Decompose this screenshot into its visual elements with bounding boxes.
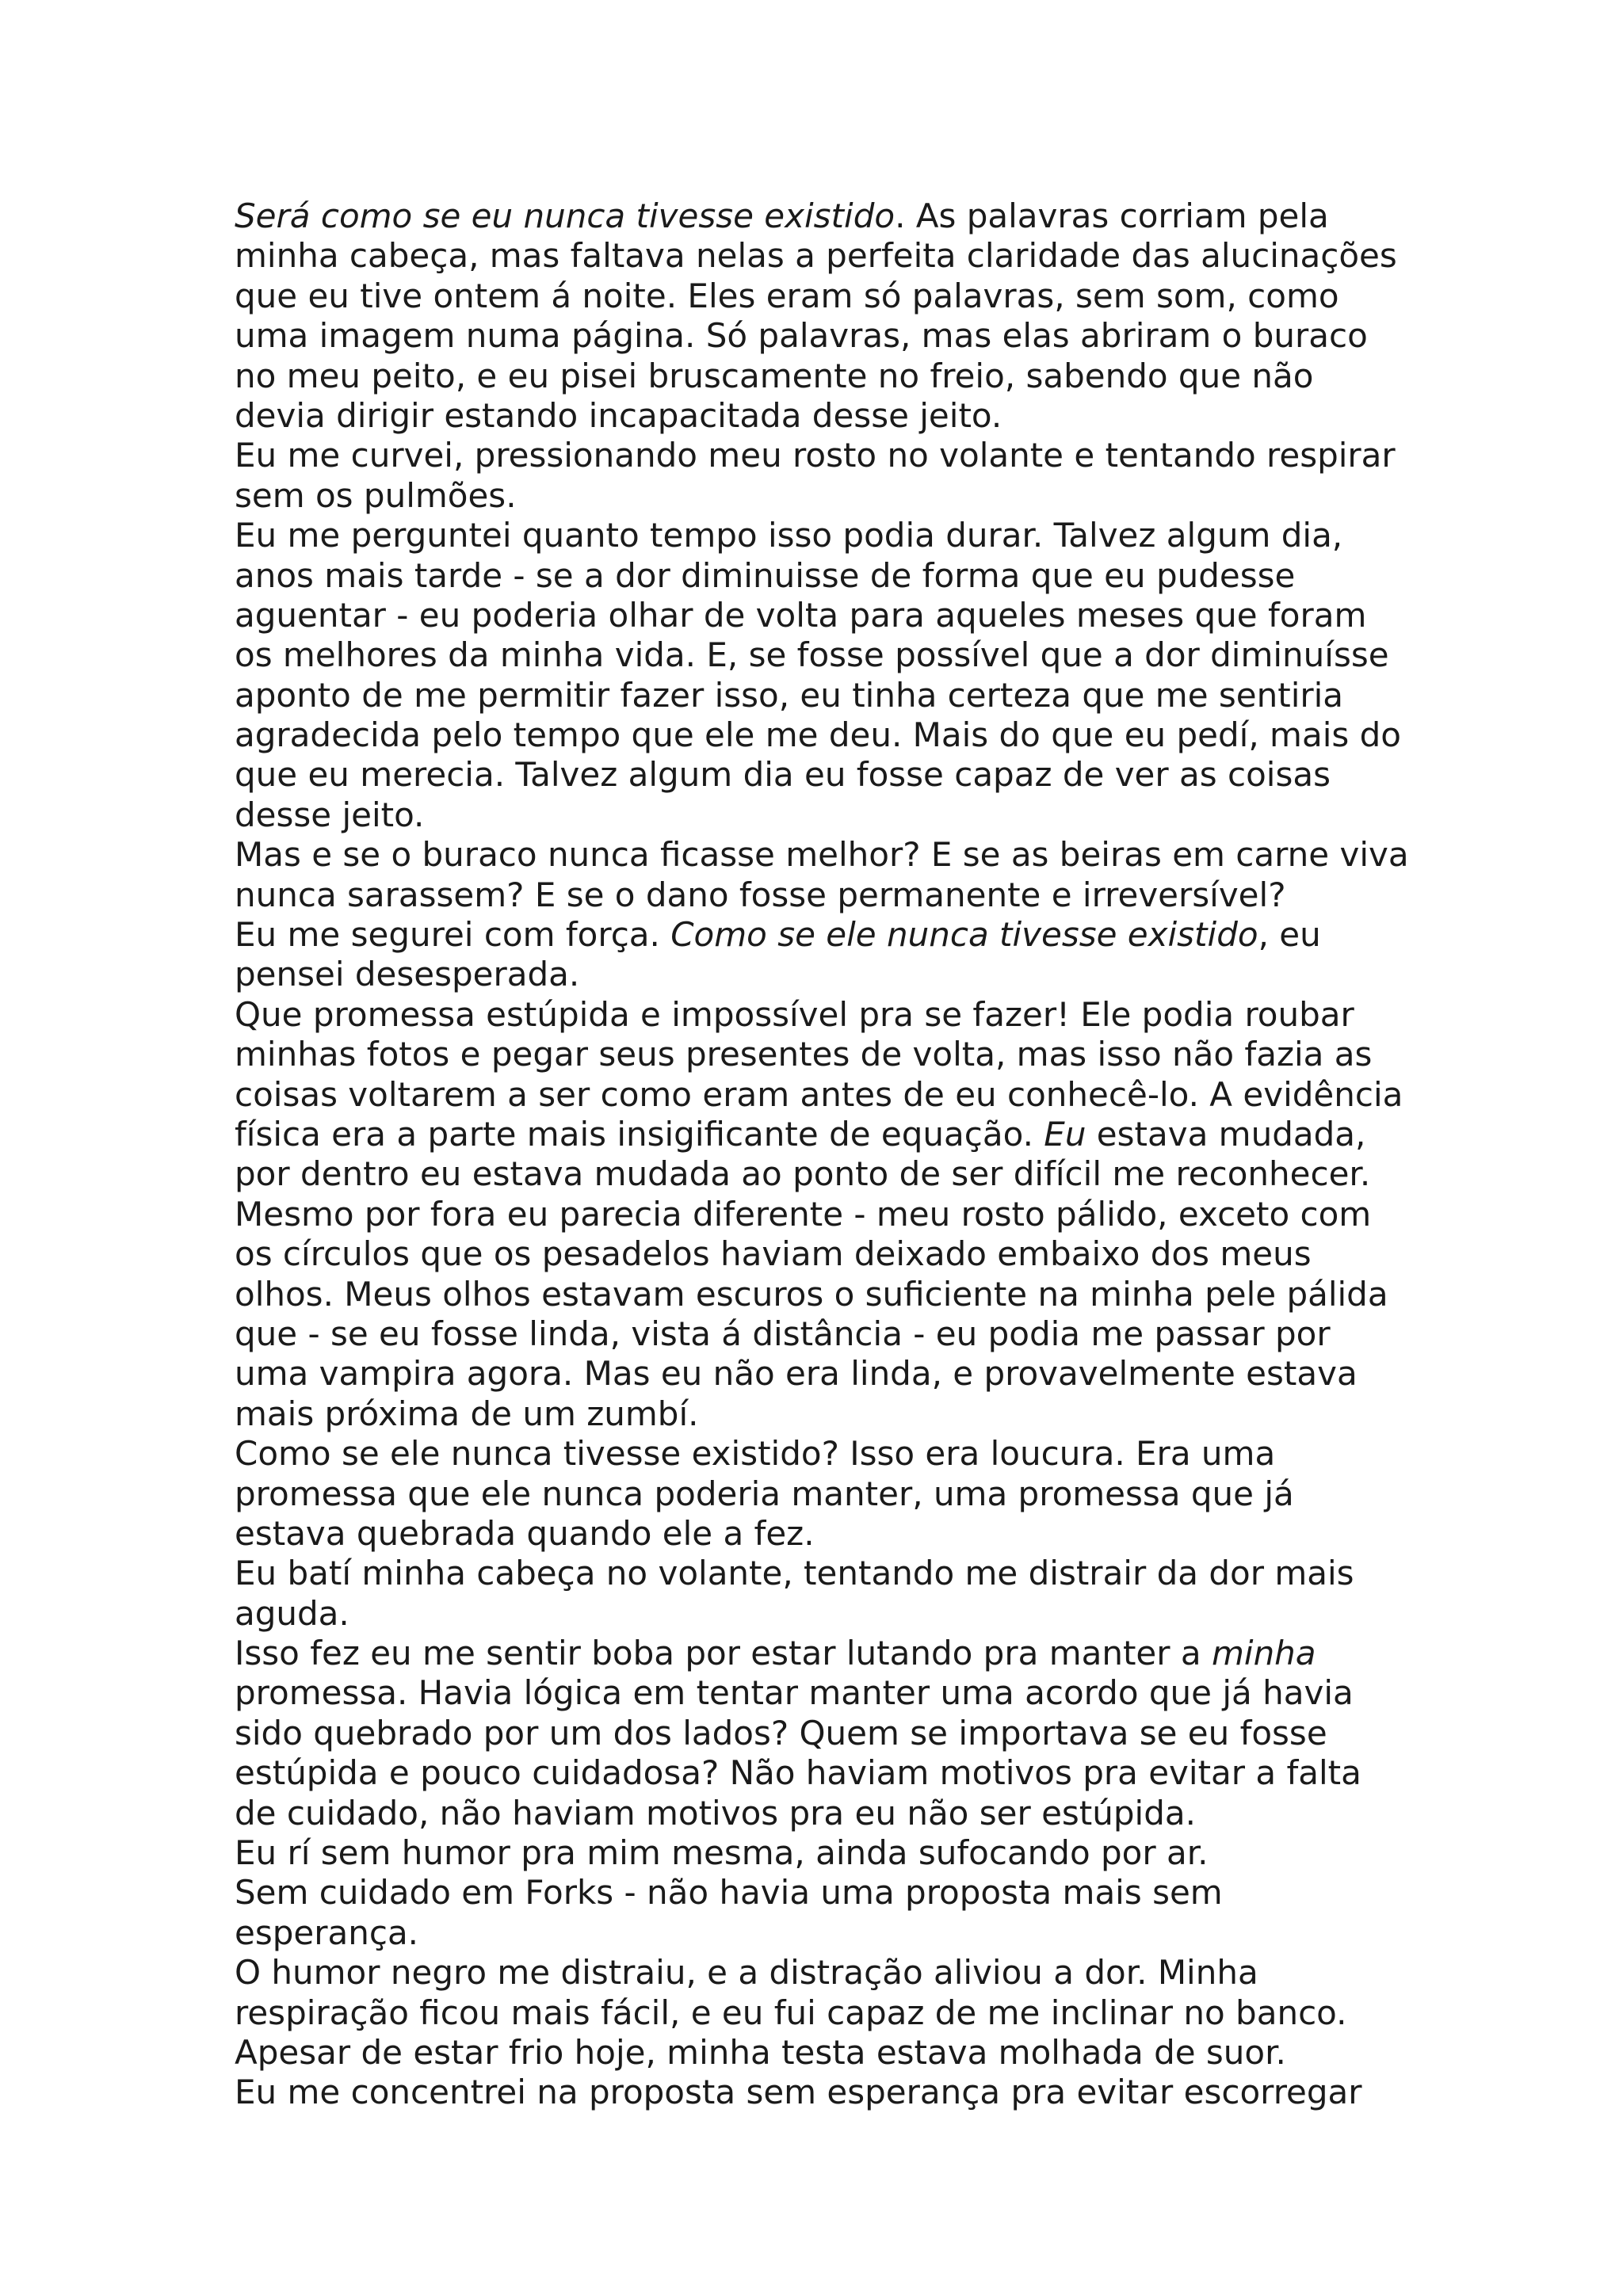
text-segment: olhos. Meus olhos estavam escuros o suficiente na minha pele pálida [235,1274,1388,1314]
italic-text-segment: Como se ele nunca tivesse existido [670,915,1258,955]
text-line [235,1634,1423,1673]
text-line [235,1514,1423,1554]
text-line [235,2073,1423,2112]
text-segment: anos mais tarde - se a dor diminuisse de forma que eu pudesse [235,555,1296,595]
text-segment: Eu rí sem humor pra mim mesma, ainda sufocando por ar. [235,1833,1209,1873]
text-line [235,1714,1423,1753]
text-segment: mais próxima de um zumbí. [235,1394,699,1433]
text-line [235,1195,1423,1234]
text-line [235,357,1423,396]
italic-text-segment: Será como se eu nunca tivesse existido [235,196,896,235]
text-line [235,1753,1423,1793]
text-segment: aguentar - eu poderia olhar de volta para aqueles meses que foram [235,595,1367,635]
text-line [235,2033,1423,2073]
text-line [235,955,1423,994]
text-line [235,875,1423,915]
text-segment: aguda. [235,1593,349,1633]
text-segment: sem os pulmões. [235,475,517,515]
text-segment: Mas e se o buraco nunca ficasse melhor? E se as beiras em carne viva [235,835,1409,875]
text-segment: aponto de me permitir fazer isso, eu tinha certeza que me sentiria [235,675,1344,715]
text-line [235,1394,1423,1434]
text-segment: os melhores da minha vida. E, se fosse possível que a dor diminuísse [235,635,1389,675]
text-line [235,476,1423,516]
text-segment: minhas fotos e pegar seus presentes de volta, mas isso não fazia as [235,1035,1373,1074]
body-text [235,196,1423,2113]
text-segment: O humor negro me distraiu, e a distração aliviou a dor. Minha [235,1953,1258,1993]
text-line [235,995,1423,1035]
text-segment: uma vampira agora. Mas eu não era linda, e provavelmente estava [235,1354,1358,1394]
text-line [235,1474,1423,1514]
text-line [235,556,1423,596]
text-segment: os círculos que os pesadelos haviam deixado embaixo dos meus [235,1234,1312,1274]
text-segment: que - se eu fosse linda, vista á distância - eu podia me passar por [235,1314,1331,1353]
text-segment: pensei desesperada. [235,955,580,994]
text-line [235,436,1423,475]
text-line [235,1673,1423,1713]
text-segment: coisas voltarem a ser como eram antes de eu conhecê-lo. A evidência [235,1074,1403,1114]
text-line [235,1794,1423,1833]
text-line [235,915,1423,955]
text-line [235,516,1423,555]
text-segment: devia dirigir estando incapacitada desse jeito. [235,395,1002,435]
text-line [235,1913,1423,1953]
text-segment: nunca sarassem? E se o dano fosse permanente e irreversível? [235,875,1286,914]
text-segment: promessa que ele nunca poderia manter, uma promessa que já [235,1474,1294,1513]
text-line [235,1554,1423,1593]
text-line [235,1075,1423,1115]
text-segment: sido quebrado por um dos lados? Quem se importava se eu fosse [235,1713,1327,1753]
text-line [235,277,1423,316]
text-segment: respiração ficou mais fácil, e eu fui capaz de me inclinar no banco. [235,1993,1347,2032]
text-segment: Eu me segurei com força. [235,915,671,955]
text-line [235,715,1423,755]
text-line [235,635,1423,675]
text-segment: que eu merecia. Talvez algum dia eu fosse capaz de ver as coisas [235,755,1331,795]
text-segment: agradecida pelo tempo que ele me deu. Mais do que eu pedí, mais do [235,715,1401,755]
text-segment: minha cabeça, mas faltava nelas a perfeita claridade das alucinações [235,236,1397,276]
text-line [235,1953,1423,1993]
text-line [235,1354,1423,1394]
text-segment: , eu [1258,915,1321,955]
text-segment: uma imagem numa página. Só palavras, mas elas abriram o buraco [235,316,1368,356]
text-segment: no meu peito, e eu pisei bruscamente no freio, sabendo que não [235,356,1314,395]
text-line [235,1234,1423,1274]
text-line [235,236,1423,276]
text-segment: . As palavras corriam pela [895,196,1329,235]
text-segment: promessa. Havia lógica em tentar manter uma acordo que já havia [235,1673,1354,1713]
text-segment: Eu me curvei, pressionando meu rosto no volante e tentando respirar [235,436,1396,475]
text-segment: Como se ele nunca tivesse existido? Isso era loucura. Era uma [235,1434,1276,1474]
text-line [235,1873,1423,1913]
text-segment: estúpida e pouco cuidadosa? Não haviam motivos pra evitar a falta [235,1753,1361,1793]
text-segment: estava mudada, [1086,1114,1366,1154]
text-segment: Mesmo por fora eu parecia diferente - meu rosto pálido, exceto com [235,1194,1372,1234]
text-line [235,755,1423,795]
italic-text-segment: Eu [1044,1114,1086,1154]
text-segment: que eu tive ontem á noite. Eles eram só palavras, sem som, como [235,276,1339,315]
text-line [235,1035,1423,1074]
text-line [235,1833,1423,1873]
text-segment: Que promessa estúpida e impossível pra se fazer! Ele podia roubar [235,994,1354,1034]
text-line [235,676,1423,715]
text-segment: física era a parte mais insigificante de equação. [235,1114,1044,1154]
text-segment: Apesar de estar frio hoje, minha testa estava molhada de suor. [235,2032,1286,2072]
text-line [235,596,1423,635]
text-segment: Eu me concentrei na proposta sem esperança pra evitar escorregar [235,2073,1362,2112]
text-segment: por dentro eu estava mudada ao ponto de ser difícil me reconhecer. [235,1154,1371,1194]
text-segment: de cuidado, não haviam motivos pra eu não ser estúpida. [235,1793,1196,1833]
text-segment: Eu batí minha cabeça no volante, tentando me distrair da dor mais [235,1554,1354,1593]
text-segment: Eu me perguntei quanto tempo isso podia durar. Talvez algum dia, [235,516,1343,555]
text-line [235,316,1423,356]
text-line [235,835,1423,875]
text-line [235,1594,1423,1634]
text-line [235,1993,1423,2033]
italic-text-segment: minha [1211,1634,1316,1673]
text-line [235,196,1423,236]
text-line [235,396,1423,436]
text-segment: Sem cuidado em Forks - não havia uma proposta mais sem [235,1873,1223,1913]
text-line [235,795,1423,835]
text-segment: desse jeito. [235,795,425,834]
text-line [235,1434,1423,1474]
text-line [235,1314,1423,1354]
text-segment: estava quebrada quando ele a fez. [235,1513,815,1553]
text-line [235,1275,1423,1314]
text-segment: Isso fez eu me sentir boba por estar lutando pra manter a [235,1634,1212,1673]
text-line [235,1154,1423,1194]
text-line [235,1115,1423,1154]
text-segment: esperança. [235,1913,419,1952]
